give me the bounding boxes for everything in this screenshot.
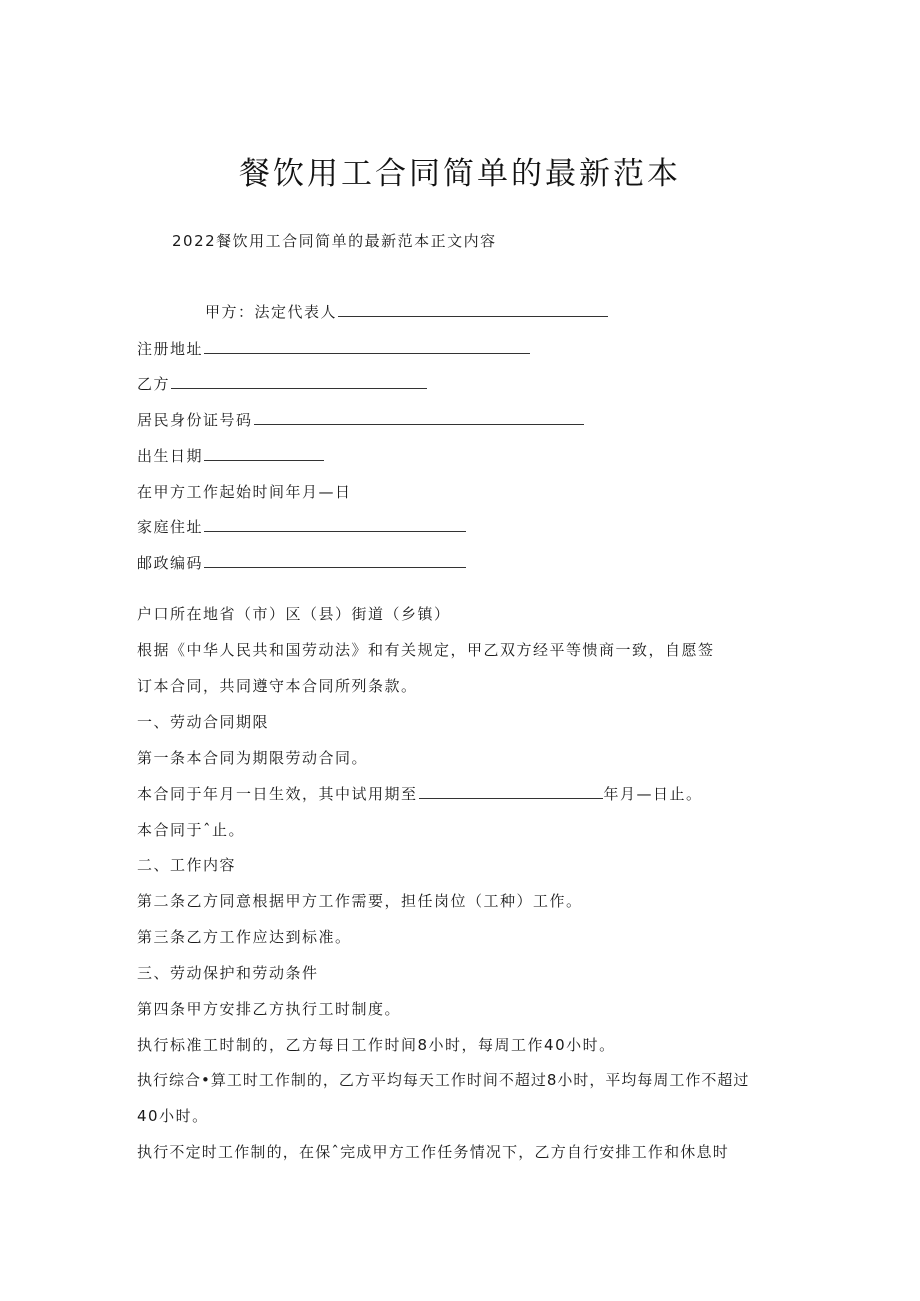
article-4: 第四条甲方安排乙方执行工时制度。 — [137, 1000, 402, 1018]
party-b-line — [137, 374, 428, 394]
paragraph-2: 订本合同，共同遵守本合同所列条款。 — [137, 677, 418, 695]
paragraph-1: 根据《中华人民共和国劳动法》和有关规定，甲乙双方经平等愦商一致，自愿签 — [137, 641, 715, 659]
party-a-blank — [338, 302, 608, 317]
section-3-heading: 三、劳动保护和劳动条件 — [137, 964, 319, 982]
effective-post: 年月—日止。 — [603, 785, 703, 803]
document-title: 餐饮用工合同简单的最新范本 — [239, 156, 681, 192]
postal-code-label: 邮政编码 — [137, 554, 204, 572]
start-time-line: 在甲方工作起始时间年月—日 — [137, 483, 352, 501]
party-a-label: 甲方：法定代表人 — [205, 303, 338, 321]
home-address-line — [137, 517, 467, 537]
registered-address-label: 注册地址 — [137, 340, 204, 358]
household-line: 户口所在地省（市）区（县）街道（乡镇） — [137, 605, 451, 623]
registered-address-blank — [204, 339, 530, 354]
id-number-label: 居民身份证号码 — [137, 411, 253, 429]
postal-code-line — [137, 553, 467, 573]
article-1: 第一条本合同为期限劳动合同。 — [137, 749, 369, 767]
home-address-label: 家庭住址 — [137, 518, 204, 536]
party-a-line — [205, 302, 609, 322]
birth-date-blank — [204, 446, 324, 461]
article-3: 第三条乙方工作应达到标准。 — [137, 928, 352, 946]
flexible-hours: 执行不定时工作制的，在保ˆ完成甲方工作任务情况下，乙方自行安排工作和休息时 — [137, 1143, 729, 1161]
standard-hours: 执行标准工时制的，乙方每日工作时间8小时，每周工作40小时。 — [137, 1036, 616, 1054]
birth-date-line — [137, 446, 325, 466]
effective-pre: 本合同于年月一日生效，其中试用期至 — [137, 785, 418, 803]
comprehensive-hours-2: 40小时。 — [137, 1107, 209, 1125]
home-address-blank — [204, 517, 466, 532]
trial-period-blank — [419, 784, 603, 799]
effective-line — [137, 784, 703, 804]
article-2: 第二条乙方同意根据甲方工作需要，担任岗位（工种）工作。 — [137, 892, 583, 910]
id-number-blank — [254, 410, 584, 425]
document-subtitle: 2022餐饮用工合同简单的最新范本正文内容 — [172, 232, 497, 250]
id-number-line — [137, 410, 585, 430]
party-b-blank — [171, 374, 427, 389]
birth-date-label: 出生日期 — [137, 447, 204, 465]
section-2-heading: 二、工作内容 — [137, 856, 237, 874]
postal-code-blank — [204, 553, 466, 568]
registered-address-line — [137, 339, 531, 359]
until-line: 本合同于ˆ止。 — [137, 821, 246, 839]
section-1-heading: 一、劳动合同期限 — [137, 713, 270, 731]
party-b-label: 乙方 — [137, 375, 171, 393]
comprehensive-hours-1: 执行综合•算工时工作制的，乙方平均每天工作时间不超过8小时，平均每周工作不超过 — [137, 1071, 750, 1089]
